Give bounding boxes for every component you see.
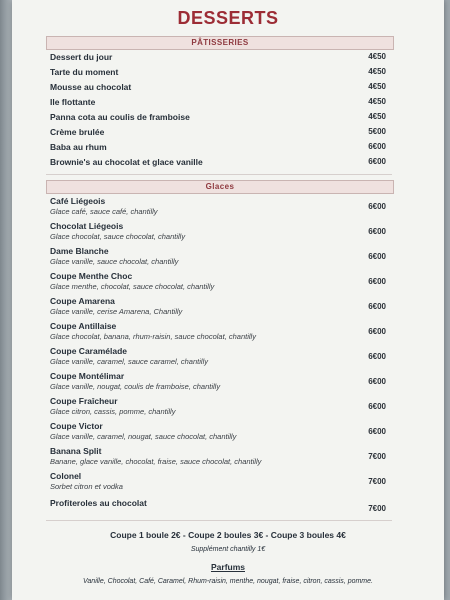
item-name: Dessert du jour <box>50 52 113 62</box>
item-name: Café Liégeois <box>50 196 106 206</box>
item-description: Glace chocolat, sauce chocolat, chantilly <box>50 232 186 241</box>
list-item <box>50 246 386 266</box>
item-description: Glace citron, cassis, pomme, chantilly <box>50 407 176 416</box>
item-description: Glace vanille, caramel, nougat, sauce chocolat, chantilly <box>50 432 237 441</box>
item-price: 6€00 <box>368 402 386 411</box>
item-price: 6€00 <box>368 157 386 166</box>
list-item <box>50 296 386 316</box>
item-name: Coupe Victor <box>50 421 103 431</box>
item-name: Coupe Menthe Choc <box>50 271 133 281</box>
list-item <box>50 421 386 441</box>
item-price: 6€00 <box>368 327 386 336</box>
item-price: 4€50 <box>368 52 386 61</box>
item-price: 6€00 <box>368 142 386 151</box>
list-item <box>50 321 386 341</box>
item-price: 7€00 <box>368 477 386 486</box>
item-name: Coupe Caramélade <box>50 346 127 356</box>
item-price: 6€00 <box>368 277 386 286</box>
item-description: Glace menthe, chocolat, sauce chocolat, chantilly <box>50 282 215 291</box>
item-description: Glace vanille, nougat, coulis de framboise, chantilly <box>50 382 221 391</box>
item-name: Banana Split <box>50 446 102 456</box>
menu-page <box>12 0 444 600</box>
item-description: Sorbet citron et vodka <box>50 482 123 491</box>
item-price: 4€50 <box>368 97 386 106</box>
patisseries-heading: PÂTISSERIES <box>46 36 394 50</box>
item-name: Chocolat Liégeois <box>50 221 124 231</box>
item-description: Banane, glace vanille, chocolat, fraise, sauce chocolat, chantilly <box>50 457 262 466</box>
menu-title: DESSERTS <box>177 8 279 28</box>
parfums-list: Vanille, Chocolat, Café, Caramel, Rhum-raisin, menthe, nougat, fraise, citron, cassis, pomme. <box>83 578 373 585</box>
item-price: 6€00 <box>368 352 386 361</box>
item-price: 7€00 <box>368 504 386 513</box>
list-item <box>50 67 386 77</box>
item-price: 5€00 <box>368 127 386 136</box>
list-item <box>50 82 386 92</box>
item-name: Ile flottante <box>50 97 96 107</box>
item-description: Glace vanille, caramel, sauce caramel, chantilly <box>50 357 208 366</box>
item-price: 6€00 <box>368 252 386 261</box>
item-name: Brownie's au chocolat et glace vanille <box>50 157 203 167</box>
item-price: 6€00 <box>368 227 386 236</box>
item-name: Baba au rhum <box>50 142 107 152</box>
item-price: 6€00 <box>368 377 386 386</box>
list-item <box>50 196 386 216</box>
item-name: Colonel <box>50 471 82 481</box>
item-name: Mousse au chocolat <box>50 82 132 92</box>
list-item <box>50 346 386 366</box>
item-name: Coupe Amarena <box>50 296 115 306</box>
page-left-edge <box>0 0 12 600</box>
list-item <box>50 446 386 466</box>
section-divider <box>46 174 392 175</box>
item-name: Coupe Antillaise <box>50 321 117 331</box>
item-description: Glace vanille, sauce chocolat, chantilly <box>50 257 179 266</box>
list-item <box>50 142 386 152</box>
list-item <box>50 271 386 291</box>
item-price: 4€50 <box>368 112 386 121</box>
item-name: Profiteroles au chocolat <box>50 498 147 508</box>
item-price: 6€00 <box>368 202 386 211</box>
list-item <box>50 157 386 167</box>
item-name: Crème brulée <box>50 127 105 137</box>
item-description: Glace café, sauce café, chantilly <box>50 207 158 216</box>
supplement-note: Supplément chantilly 1€ <box>190 546 266 553</box>
item-description: Glace chocolat, banana, rhum-raisin, sauce chocolat, chantilly <box>50 332 256 341</box>
list-item <box>50 97 386 107</box>
item-price: 7€00 <box>368 452 386 461</box>
item-price: 6€00 <box>368 302 386 311</box>
list-item <box>50 371 386 391</box>
list-item <box>50 498 386 513</box>
item-price: 4€50 <box>368 67 386 76</box>
item-name: Coupe Montélimar <box>50 371 125 381</box>
section-divider <box>46 520 392 521</box>
item-price: 4€50 <box>368 82 386 91</box>
item-name: Coupe Fraîcheur <box>50 396 118 406</box>
list-item <box>50 112 386 122</box>
list-item <box>50 396 386 416</box>
list-item <box>50 52 386 62</box>
list-item <box>50 127 386 137</box>
item-price: 6€00 <box>368 427 386 436</box>
item-name: Dame Blanche <box>50 246 109 256</box>
coupe-pricing: Coupe 1 boule 2€ - Coupe 2 boules 3€ - Coupe 3 boules 4€ <box>110 530 346 540</box>
parfums-heading: Parfums <box>210 562 245 572</box>
list-item <box>50 221 386 241</box>
item-name: Panna cota au coulis de framboise <box>50 112 190 122</box>
list-item <box>50 471 386 491</box>
item-description: Glace vanille, cerise Amarena, Chantilly <box>50 307 183 316</box>
item-name: Tarte du moment <box>50 67 119 77</box>
glaces-heading: Glaces <box>46 180 394 194</box>
